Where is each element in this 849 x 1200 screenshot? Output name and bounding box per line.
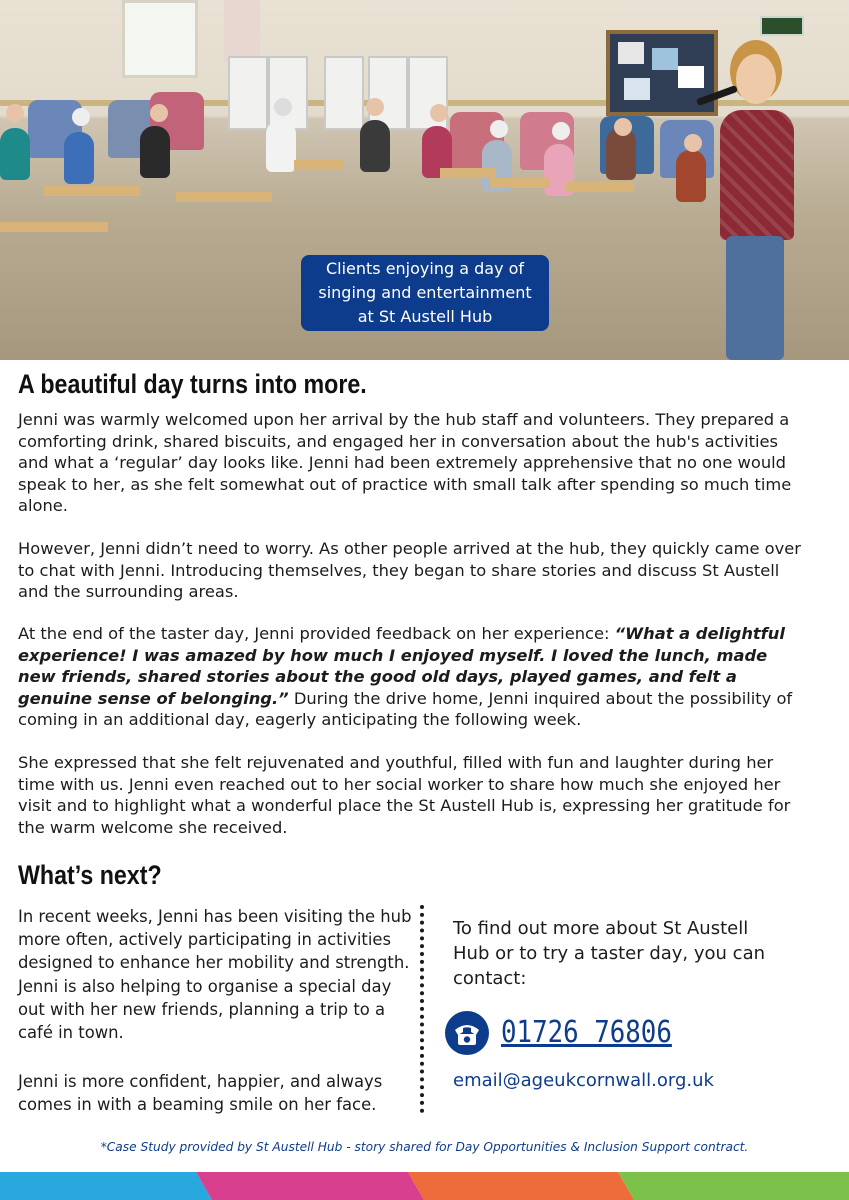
hero-photo — [0, 0, 849, 360]
caption-line: at St Austell Hub — [357, 307, 493, 326]
section-heading-beautiful-day: A beautiful day turns into more. — [18, 369, 367, 399]
stripe-blue — [0, 1172, 212, 1200]
paragraph-rejuvenated: She expressed that she felt rejuvenated and youthful, filled with fun and laughter during her time with us. Jenni even reached out to her social worker to share how much she enjoyed her visit and to highlight what a wonderful place the St Austell Hub is, expressing her gratitude for the warm welcome she received. — [18, 753, 791, 837]
feedback-quote: “What a delightful experience! I was amazed by how much I enjoyed myself. I loved the lunch, made new friends, shared stories about the good old days, played games, and felt a genuine sense of belonging.” — [18, 624, 785, 708]
brand-stripes — [0, 1172, 849, 1200]
singer-head — [736, 54, 776, 104]
feedback-intro: At the end of the taster day, Jenni provided feedback on her experience: — [18, 624, 615, 643]
feedback-after: During the drive home, Jenni inquired about the possibility of coming in an additional day, eagerly anticipating the following week. — [18, 688, 793, 729]
exit-sign — [760, 16, 804, 36]
curtain — [224, 0, 260, 62]
stripe-green — [618, 1172, 849, 1200]
stripe-pink — [196, 1172, 424, 1200]
caption-line: Clients enjoying a day of — [325, 259, 525, 278]
paragraph-welcome: Jenni was warmly welcomed upon her arrival by the hub staff and volunteers. They prepared a comforting drink, shared biscuits, and engaged her in conversation about the hub's activities and what a ‘regular’ day looks like. Jenni had been extremely apprehensive that no one would speak to her, as she felt somewhat out of practice with small talk after spending so much time alone. — [18, 410, 792, 515]
contact-intro: To find out more about St Austell Hub or to try a taster day, you can contact: — [453, 918, 766, 989]
singer — [720, 110, 794, 240]
paragraph-confident: Jenni is more confident, happier, and always comes in with a beaming smile on her face. — [18, 1072, 383, 1115]
phone-icon — [445, 1011, 489, 1055]
window — [122, 0, 198, 78]
email-link[interactable]: email@ageukcornwall.org.uk — [453, 1070, 714, 1091]
section-heading-whats-next: What’s next? — [18, 860, 162, 890]
stripe-orange — [408, 1172, 634, 1200]
caption-line: singing and entertainment — [318, 283, 532, 302]
phone-number-link[interactable]: 01726 76806 — [501, 1015, 672, 1050]
paragraph-no-worry: However, Jenni didn’t need to worry. As other people arrived at the hub, they quickly came over to chat with Jenni. Introducing themselves, they began to share stories and discuss St Austell and the surrounding areas. — [18, 539, 801, 601]
photo-caption — [301, 255, 549, 331]
paragraph-recent-weeks: In recent weeks, Jenni has been visiting the hub more often, actively participating in activities designed to enhance her mobility and strength. Jenni is also helping to organise a special day out with her new friends, planning a trip to a café in town. — [18, 907, 412, 1043]
footnote: *Case Study provided by St Austell Hub - story shared for Day Opportunities & Inclusion Support contract. — [100, 1140, 749, 1154]
paragraph-feedback — [18, 623, 808, 731]
dotted-divider — [420, 905, 424, 1113]
